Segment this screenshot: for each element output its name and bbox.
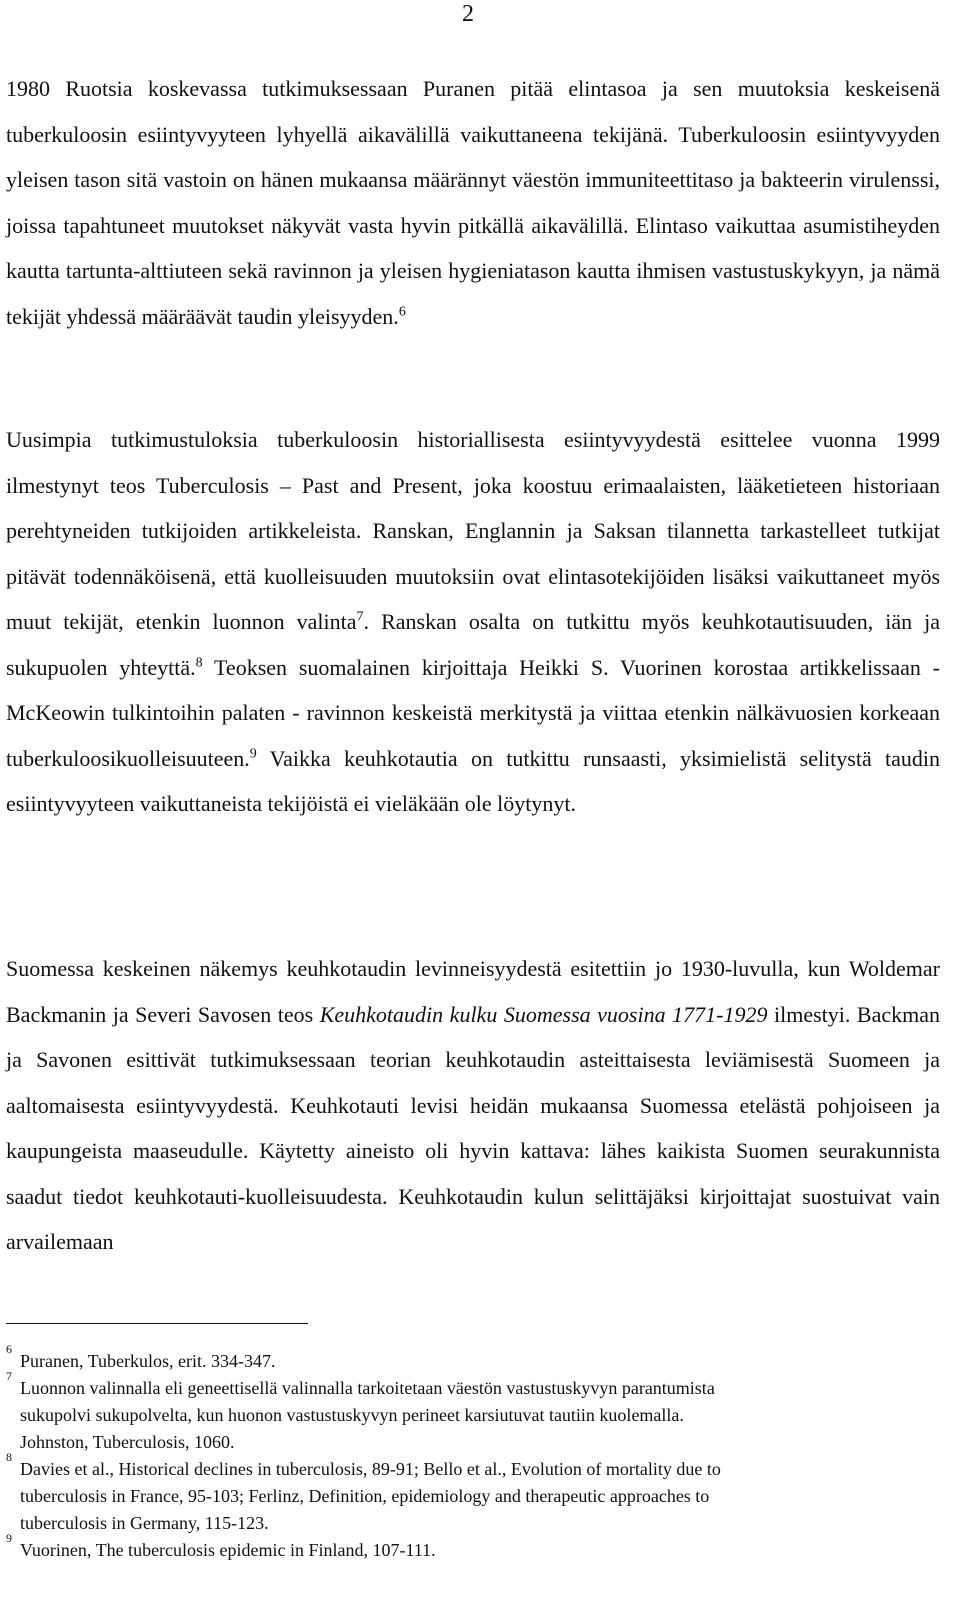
- footnote-number: 6: [6, 1342, 12, 1356]
- footnote-text: sukupolvi sukupolvelta, kun huonon vastustuskyvyn perineet karsiutuvat tautiin kuolemalla.: [20, 1405, 684, 1425]
- footnote-text: Johnston, Tuberculosis, 1060.: [20, 1432, 235, 1452]
- footnote-text: Vuorinen, The tuberculosis epidemic in Finland, 107-111.: [20, 1540, 436, 1560]
- footnote-reference: 8: [195, 655, 203, 671]
- paragraph-2: [6, 417, 940, 827]
- paragraph-text: ilmestyi. Backman ja Savonen esittivät tutkimuksessaan teorian keuhkotaudin asteittaisesta leviämisestä Suomeen ja aaltomaisesta esiintyvyydestä. Keuhkotauti levisi heidän mukaansa Suomessa etelästä pohjoiseen ja kaupungeista maaseudulle. Käytetty aineisto oli hyvin kattava: lähes kaikista Suomen seurakunnista saadut tiedot keuhkotauti-kuolleisuudesta. Keuhkotaudin kulun selittäjäksi kirjoittajat suostuivat vain arvailemaan: [6, 1001, 941, 1254]
- footnotes: [6, 1342, 940, 1564]
- footnote-number: 9: [6, 1531, 12, 1545]
- footnote: [6, 1369, 940, 1456]
- footnote-reference: 9: [249, 746, 257, 762]
- paragraph-text: . Ranskan osalta on tutkittu myös keuhkotautisuuden, iän ja sukupuolen yhteyttä.: [6, 609, 941, 680]
- paragraph-3: [6, 946, 940, 1265]
- footnote: [6, 1342, 940, 1375]
- footnote-text: Davies et al., Historical declines in tuberculosis, 89-91; Bello et al., Evolution of mortality due to: [20, 1459, 721, 1479]
- footnote-number: 7: [6, 1369, 12, 1383]
- footnote-separator: [6, 1323, 308, 1324]
- paragraph-text: Uusimpia tutkimustuloksia tuberkuloosin historiallisesta esiintyvyydestä esittelee vuonna 1999 ilmestynyt teos Tuberculosis – Past and Present, joka koostuu erimaalaisten, lääketieteen historiaan perehtyneiden tutkijoiden artikkeleista. Ranskan, Englannin ja Saksan tilannetta tarkastelleet tutkijat pitävät todennäköisenä, että kuolleisuuden muutoksiin ovat elintasotekijöiden lisäksi vaikuttaneet myös muut tekijät, etenkin luonnon valinta: [6, 427, 940, 634]
- footnote-text: tuberculosis in France, 95-103; Ferlinz, Definition, epidemiology and therapeutic approaches to: [20, 1486, 710, 1506]
- footnote: [6, 1531, 940, 1564]
- paragraph-text: Vaikka keuhkotautia on tutkittu runsaasti, yksimielistä selitystä taudin esiintyvyyteen vaikuttaneista tekijöistä ei vieläkään ole löytynyt.: [6, 745, 940, 816]
- footnote-text: tuberculosis in Germany, 115-123.: [20, 1513, 269, 1533]
- footnote-text: Luonnon valinnalla eli geneettisellä valinnalla tarkoitetaan väestön vastustuskyvyn parantumista: [20, 1378, 715, 1398]
- footnote: [6, 1450, 940, 1537]
- paragraph-text: 1980 Ruotsia koskevassa tutkimuksessaan Puranen pitää elintasoa ja sen muutoksia keskeisenä tuberkuloosin esiintyvyyteen lyhyellä aikavälillä vaikuttaneena tekijänä. Tuberkuloosin esiintyvyyden yleisen tason sitä vastoin on hänen mukaansa määrännyt väestön immuniteettitaso ja bakteerin virulenssi, joissa tapahtuneet muutokset näkyvät vasta hyvin pitkällä aikavälillä. Elintaso vaikuttaa asumistiheyden kautta tartunta-alttiuteen sekä ravinnon ja yleisen hygieniatason kautta ihmisen vastustuskykyyn, ja nämä tekijät yhdessä määräävät taudin yleisyyden.: [6, 76, 940, 329]
- footnote-text: Puranen, Tuberkulos, erit. 334-347.: [20, 1351, 276, 1371]
- footnote-reference: 6: [398, 304, 406, 320]
- footnote-number: 8: [6, 1450, 12, 1464]
- paragraph-text: Suomessa keskeinen näkemys keuhkotaudin levinneisyydestä esitettiin jo 1930-luvulla, kun Woldemar Backmanin ja Severi Savosen teos: [6, 956, 940, 1027]
- footnote-reference: 7: [356, 609, 364, 625]
- paragraph-1: [6, 66, 940, 339]
- page-number: 2: [462, 1, 474, 27]
- book-title: Keuhkotaudin kulku Suomessa vuosina 1771-1929: [319, 1001, 768, 1027]
- paragraph-text: Teoksen suomalainen kirjoittaja Heikki S. Vuorinen korostaa artikkelissaan - McKeowin tulkintoihin palaten - ravinnon keskeistä merkitystä ja viittaa etenkin nälkävuosien korkeaan tuberkuloosikuolleisuuteen.: [6, 654, 940, 771]
